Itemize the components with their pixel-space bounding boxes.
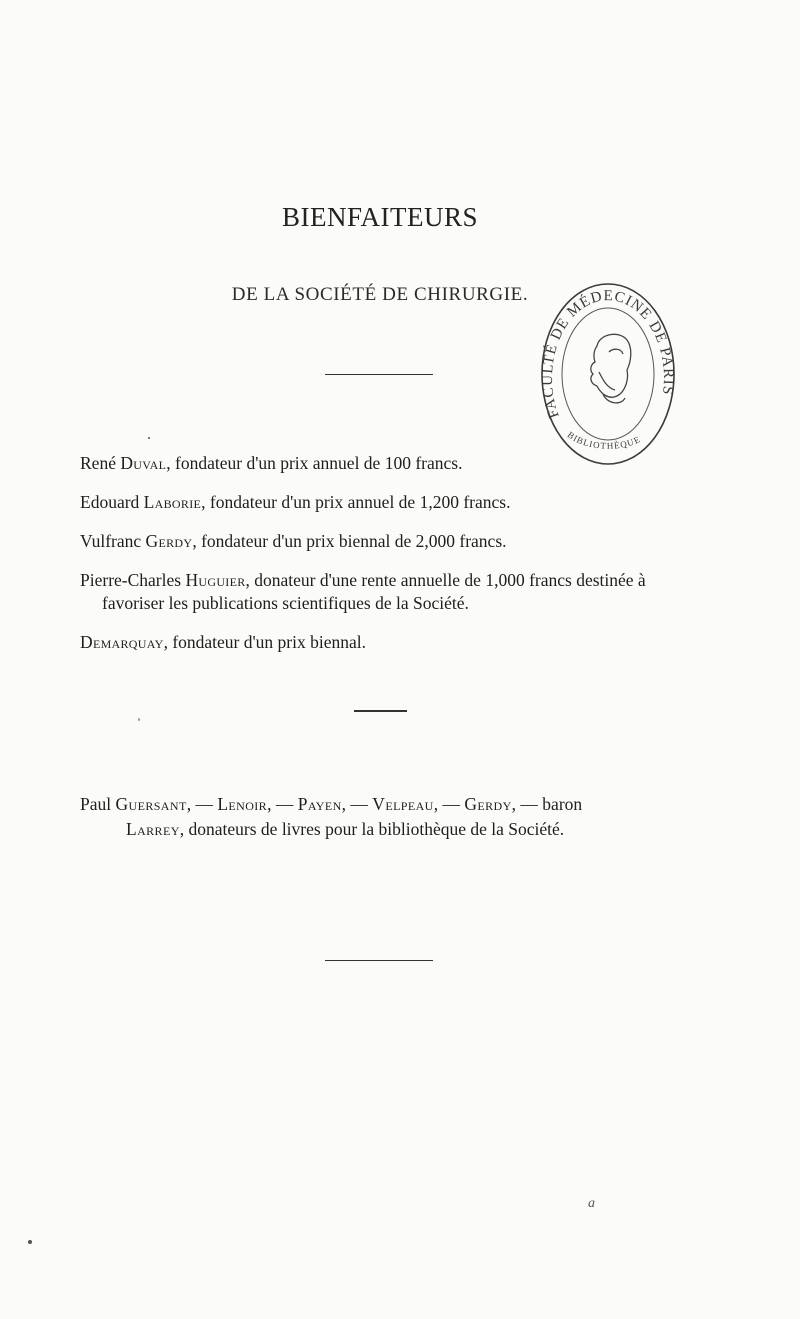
- donor-name: Velpeau: [372, 794, 434, 814]
- list-item: Pierre-Charles Huguier, donateur d'une rente annuelle de 1,000 francs destinée à favoriser les publications scientifiques de la Société.: [80, 570, 646, 613]
- benefactor-name: Huguier: [185, 570, 246, 590]
- benefactor-name: Gerdy: [145, 531, 193, 551]
- benefactors-list: [80, 452, 700, 670]
- section-divider: [325, 374, 433, 375]
- stamp-text-top: FACULTÉ DE MÉDECINE DE PARIS: [539, 288, 677, 421]
- profile-portrait-icon: [591, 334, 631, 403]
- list-item: Demarquay, fondateur d'un prix biennal.: [80, 632, 366, 652]
- donor-name: Gerdy: [464, 794, 512, 814]
- book-donors-paragraph: Paul Guersant, — Lenoir, — Payen, — Velpeau, — Gerdy, — baron Larrey, donateurs de livres pour la bibliothèque de la Société.: [80, 794, 583, 839]
- page-subtitle: DE LA SOCIÉTÉ DE CHIRURGIE.: [231, 284, 529, 305]
- list-item: Vulfranc Gerdy, fondateur d'un prix biennal de 2,000 francs.: [80, 531, 507, 551]
- paper-speck: [28, 1240, 32, 1244]
- stamp-text-bottom: BIBLIOTHÈQUE: [565, 429, 643, 451]
- benefactor-name: Laborie: [143, 492, 202, 512]
- list-item: René Duval, fondateur d'un prix annuel de 100 francs.: [80, 453, 463, 473]
- section-divider: [325, 960, 433, 961]
- list-item: Edouard Laborie, fondateur d'un prix annuel de 1,200 francs.: [80, 492, 511, 512]
- paper-speck: [148, 437, 150, 439]
- page-title: BIENFAITEURS: [281, 202, 478, 232]
- donor-name: Payen: [297, 794, 342, 814]
- section-divider: [354, 710, 407, 712]
- paper-speck: [138, 718, 140, 721]
- donor-name: Larrey: [126, 819, 180, 839]
- benefactor-name: Demarquay: [80, 632, 164, 652]
- donor-name: Guersant: [115, 794, 187, 814]
- donor-name: Lenoir: [217, 794, 268, 814]
- library-stamp: [537, 276, 677, 466]
- page-mark: a: [588, 1196, 595, 1211]
- benefactor-name: Duval: [120, 453, 167, 473]
